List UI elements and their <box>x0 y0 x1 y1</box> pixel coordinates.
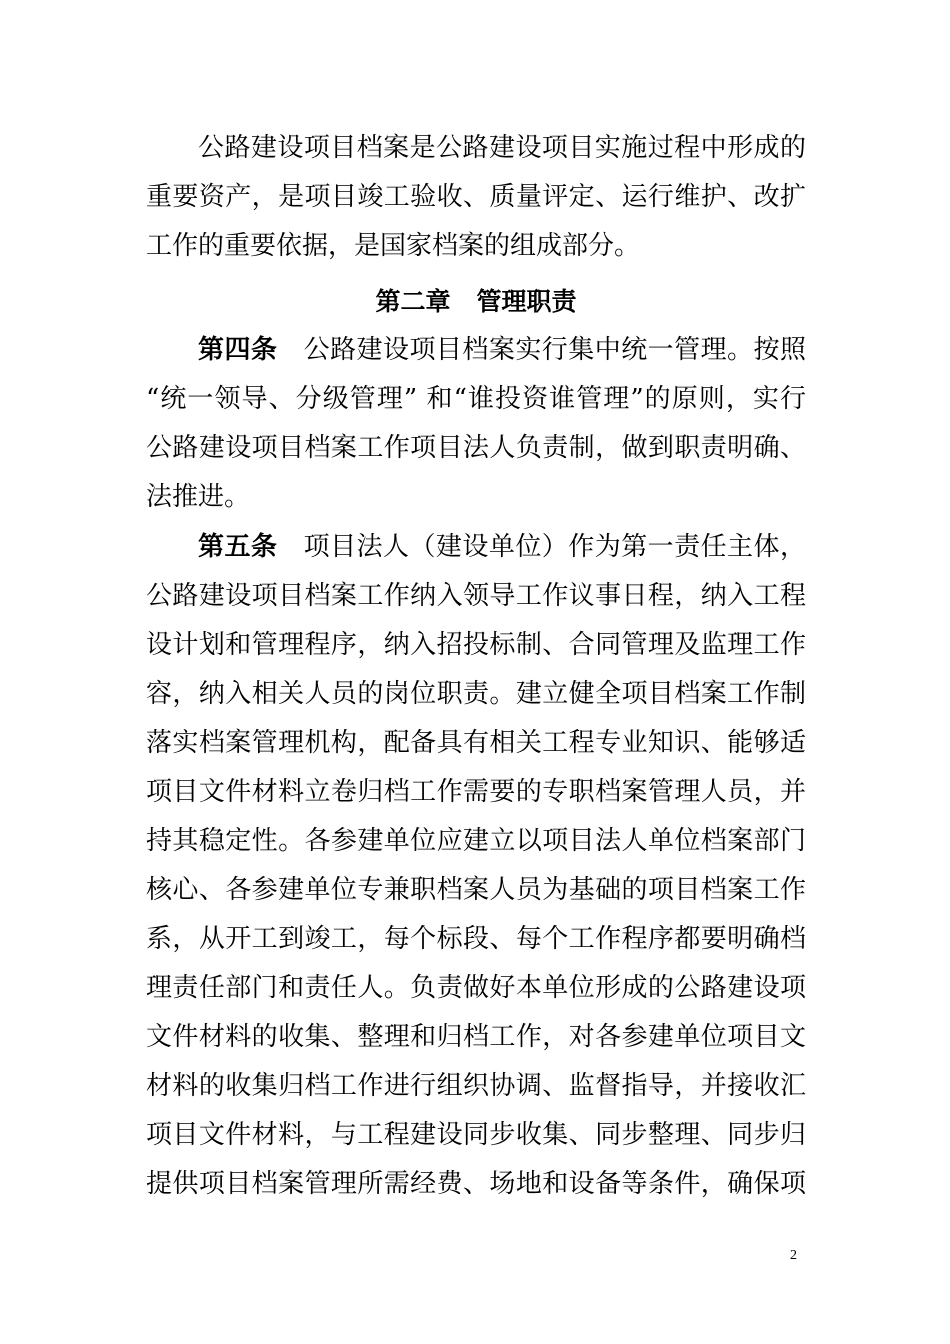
article-5-line: 落实档案管理机构，配备具有相关工程专业知识、能够适 <box>146 728 806 758</box>
intro-line: 重要资产，是项目竣工验收、质量评定、运行维护、改扩 <box>146 182 806 212</box>
chapter-title: 管理职责 <box>476 287 577 316</box>
article-5-line: 系，从开工到竣工，每个标段、每个工作程序都要明确档 <box>146 924 806 954</box>
chapter-heading <box>146 282 806 322</box>
article-5-line: 项目文件材料，与工程建设同步收集、同步整理、同步归 <box>146 1120 806 1150</box>
article-4 <box>146 326 806 522</box>
intro-paragraph <box>146 124 806 271</box>
article-4-line: “统一领导、分级管理” 和“谁投资谁管理”的原则，实行 <box>146 384 806 414</box>
article-5-text: 项目法人（建设单位）作为第一责任主体， <box>303 532 806 562</box>
article-5-line: 文件材料的收集、整理和归档工作，对各参建单位项目文 <box>146 1022 806 1052</box>
article-5-line: 持其稳定性。各参建单位应建立以项目法人单位档案部门 <box>146 826 806 856</box>
article-5-line: 提供项目档案管理所需经费、场地和设备等条件，确保项 <box>146 1169 806 1199</box>
article-5-line: 项目文件材料立卷归档工作需要的专职档案管理人员，并 <box>146 777 806 807</box>
article-5-line: 理责任部门和责任人。负责做好本单位形成的公路建设项 <box>146 973 806 1003</box>
article-5-line: 设计划和管理程序，纳入招投标制、合同管理及监理工作 <box>146 630 806 660</box>
article-5-line: 容，纳入相关人员的岗位职责。建立健全项目档案工作制 <box>146 679 806 709</box>
article-5-line: 核心、各参建单位专兼职档案人员为基础的项目档案工作 <box>146 875 806 905</box>
chapter-number: 第二章 <box>375 287 451 316</box>
article-4-line: 公路建设项目档案工作项目法人负责制，做到职责明确、 <box>146 433 806 463</box>
article-4-text: 公路建设项目档案实行集中统一管理。按照 <box>303 335 806 365</box>
intro-line: 公路建设项目档案是公路建设项目实施过程中形成的 <box>198 133 806 163</box>
page-number: 2 <box>790 1248 797 1263</box>
article-5-line: 公路建设项目档案工作纳入领导工作议事日程，纳入工程 <box>146 581 806 611</box>
article-4-line: 法推进。 <box>146 482 251 512</box>
intro-line: 工作的重要依据，是国家档案的组成部分。 <box>146 231 641 261</box>
article-5 <box>146 523 806 1209</box>
article-5-label: 第五条 <box>198 532 278 562</box>
article-4-line <box>146 326 806 375</box>
article-4-label: 第四条 <box>198 335 278 365</box>
article-5-line <box>146 523 806 572</box>
article-5-line: 材料的收集归档工作进行组织协调、监督指导，并接收汇 <box>146 1071 806 1101</box>
